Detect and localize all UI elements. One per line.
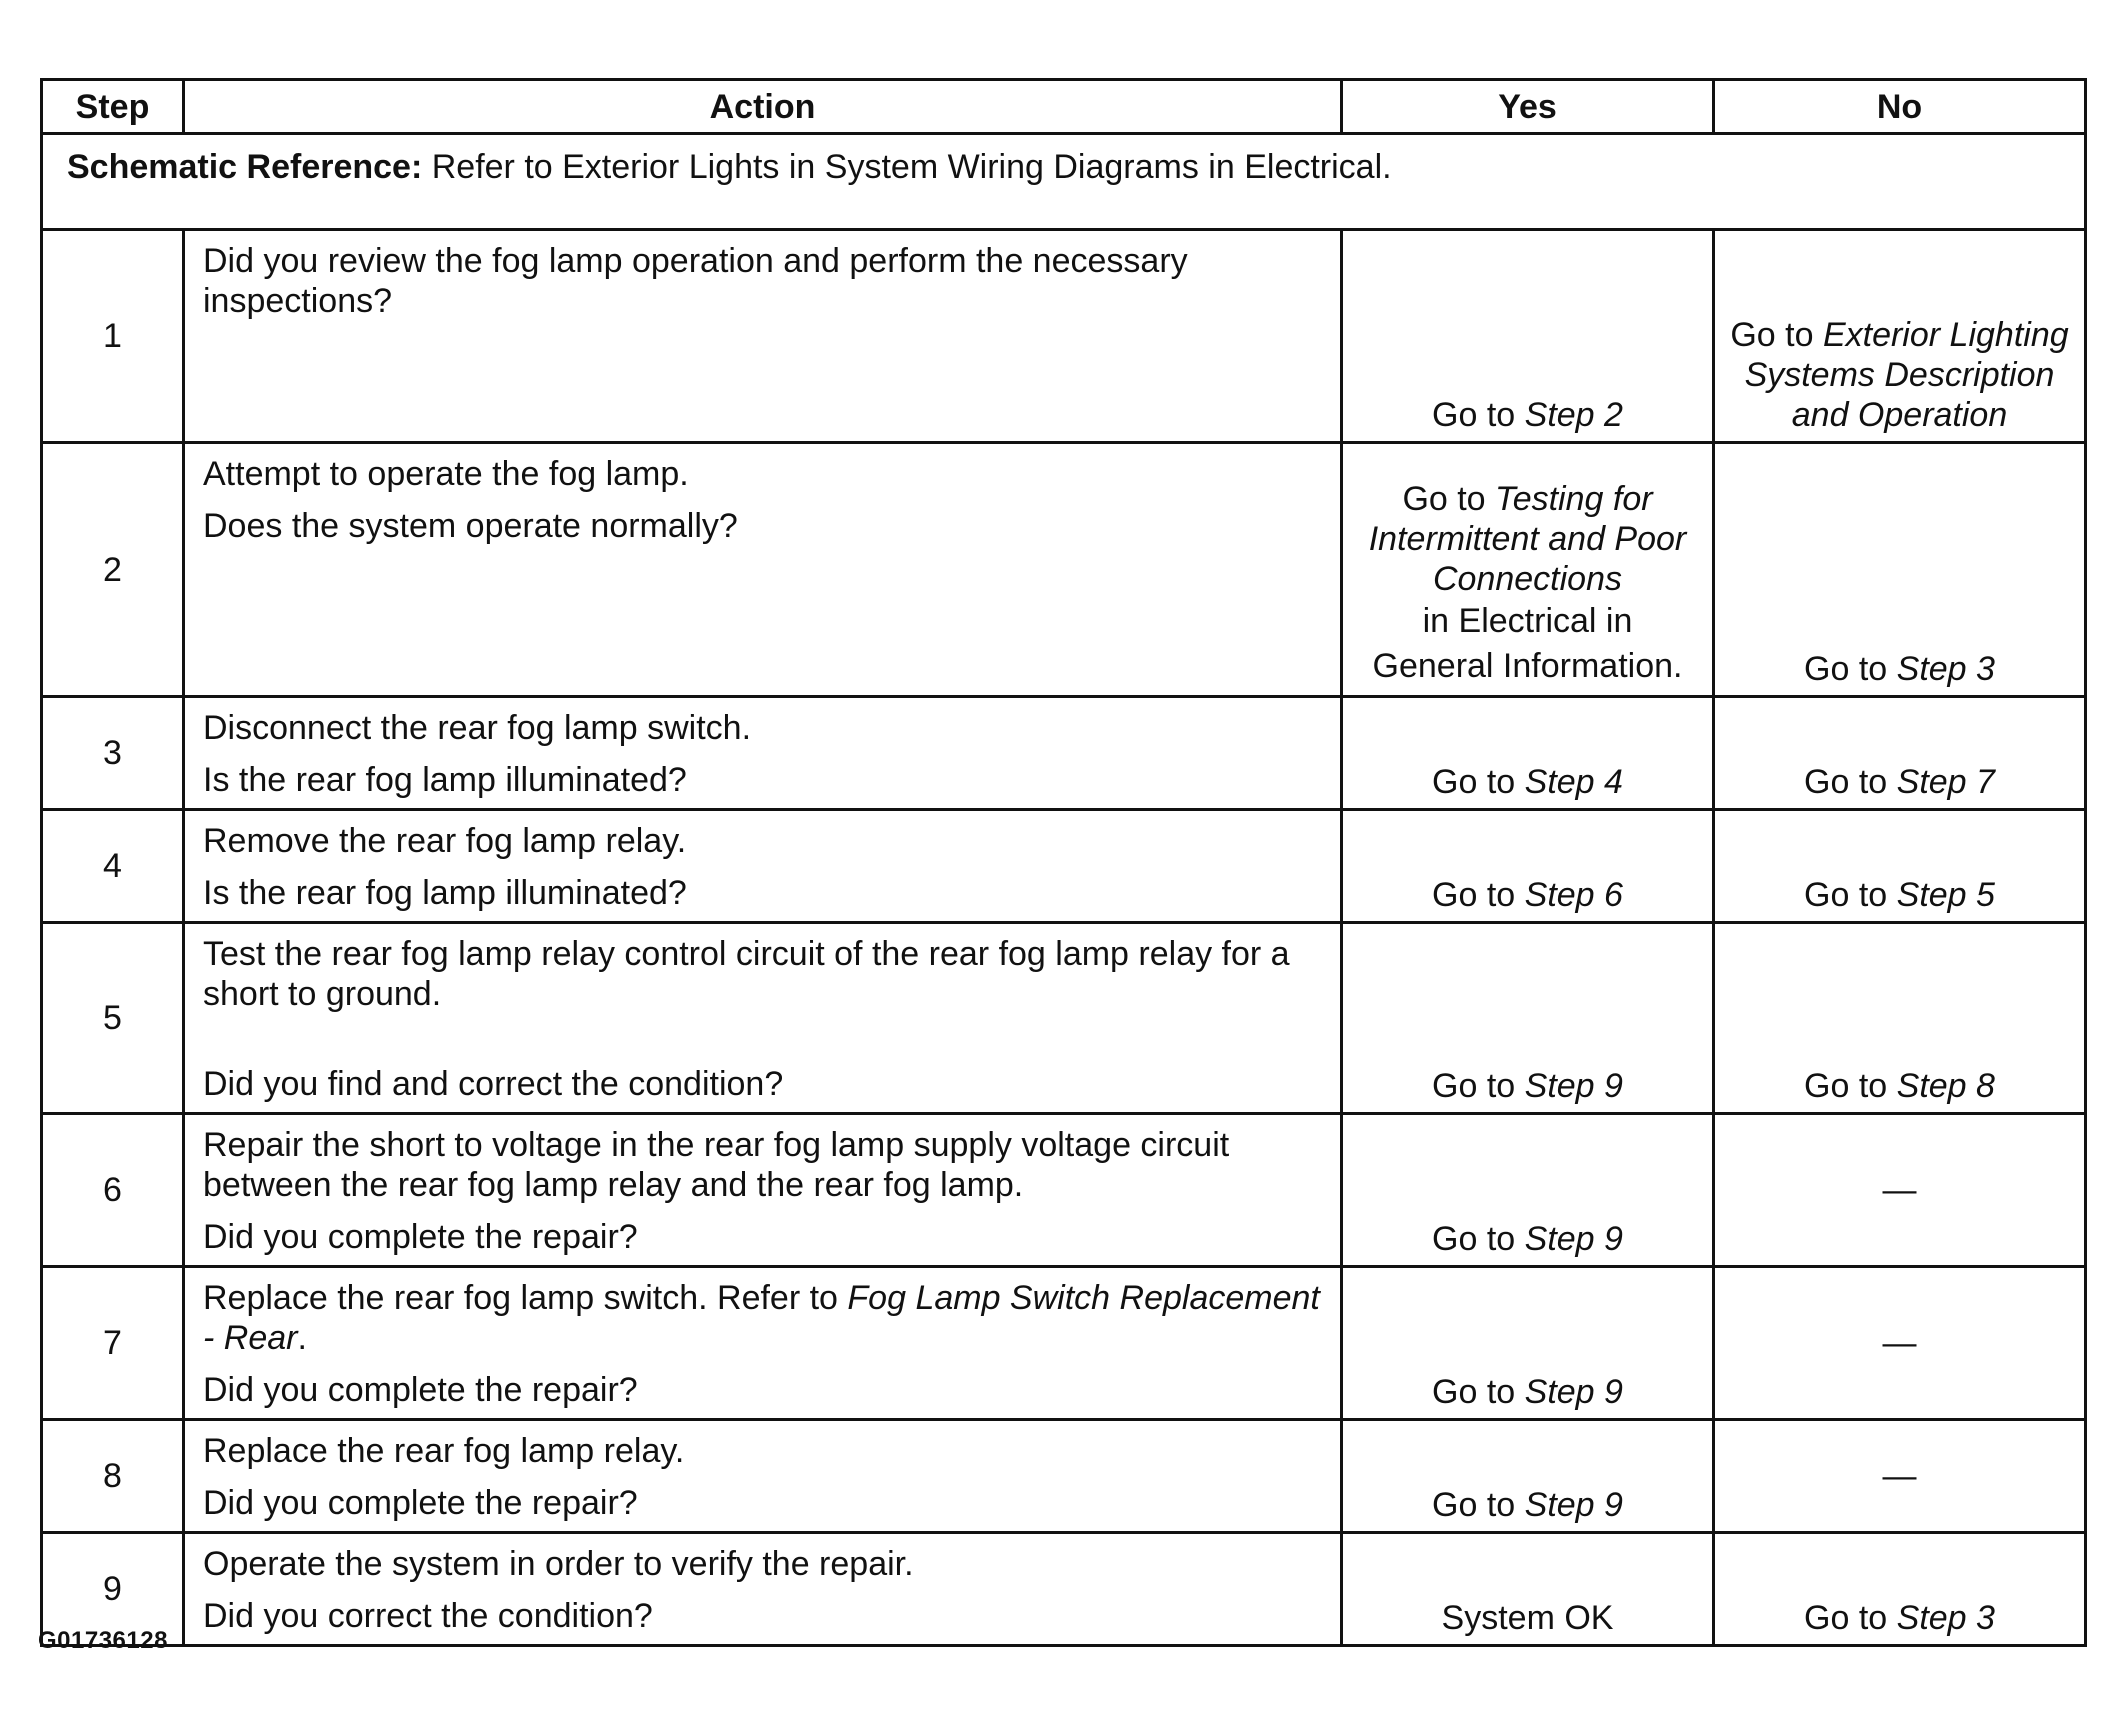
go-to-label: Go to (1432, 1486, 1525, 1524)
action-cell (184, 1267, 1342, 1420)
step-link[interactable]: Step 9 (1524, 1373, 1623, 1411)
header-action: Action (184, 80, 1342, 134)
action-question: Is the rear fog lamp illuminated? (203, 874, 687, 912)
schematic-reference (42, 134, 2086, 230)
reference-suffix: in Electrical in (1422, 602, 1633, 640)
action-text: Remove the rear fog lamp relay. (203, 822, 687, 860)
go-to-label: Go to (1804, 876, 1897, 914)
go-to-label: Go to (1804, 1067, 1897, 1105)
go-to-label: Go to (1432, 876, 1525, 914)
action-question: Did you find and correct the condition? (203, 1065, 784, 1103)
go-to-label: Go to (1432, 763, 1525, 801)
yes-cell (1342, 1420, 1714, 1533)
action-text: Operate the system in order to verify the repair. (203, 1545, 914, 1583)
yes-cell: System OK (1342, 1533, 1714, 1646)
step-number: 3 (42, 697, 184, 810)
go-to-label: Go to (1730, 316, 1823, 354)
step-number: 6 (42, 1114, 184, 1267)
header-step: Step (42, 80, 184, 134)
table-row (42, 697, 2086, 810)
step-link[interactable]: Step 3 (1896, 1599, 1995, 1637)
action-text: Test the rear fog lamp relay control circuit of the rear fog lamp relay for a short to ground. (203, 935, 1290, 1013)
step-link[interactable]: Step 4 (1524, 763, 1623, 801)
action-text: Replace the rear fog lamp relay. (203, 1432, 685, 1470)
action-cell (184, 1420, 1342, 1533)
no-cell (1714, 1533, 2086, 1646)
go-to-label: Go to (1402, 480, 1496, 518)
reference-link[interactable]: Testing for Intermittent and Poor Connections (1368, 480, 1687, 598)
action-question: Did you complete the repair? (203, 1484, 638, 1522)
table-row (42, 1267, 2086, 1420)
action-text (203, 1278, 1322, 1358)
schematic-row (42, 134, 2086, 230)
step-number: 8 (42, 1420, 184, 1533)
step-number: 9 (42, 1533, 184, 1646)
action-question: Did you complete the repair? (203, 1371, 638, 1409)
header-row (42, 80, 2086, 134)
table-row (42, 1420, 2086, 1533)
yes-cell (1342, 443, 1714, 697)
action-cell (184, 923, 1342, 1114)
action-cell (184, 697, 1342, 810)
yes-cell (1342, 1267, 1714, 1420)
reference-suffix: General Information. (1372, 647, 1683, 685)
action-question: Is the rear fog lamp illuminated? (203, 761, 687, 799)
step-number: 2 (42, 443, 184, 697)
action-cell (184, 1114, 1342, 1267)
action-question: Did you complete the repair? (203, 1218, 638, 1256)
step-number: 5 (42, 923, 184, 1114)
go-to-label: Go to (1804, 763, 1897, 801)
no-cell (1714, 697, 2086, 810)
action-suffix: . (297, 1319, 307, 1357)
go-to-label: Go to (1432, 396, 1525, 434)
header-yes: Yes (1342, 80, 1714, 134)
step-link[interactable]: Step 5 (1896, 876, 1995, 914)
step-link[interactable]: Step 8 (1896, 1067, 1995, 1105)
table-row (42, 443, 2086, 697)
action-text: Attempt to operate the fog lamp. (203, 455, 689, 493)
step-number: 7 (42, 1267, 184, 1420)
step-link[interactable]: Step 9 (1524, 1486, 1623, 1524)
step-link[interactable]: Step 9 (1524, 1220, 1623, 1258)
go-to-label: Go to (1432, 1373, 1525, 1411)
step-link[interactable]: Step 6 (1524, 876, 1623, 914)
yes-cell (1342, 230, 1714, 443)
schematic-label: Schematic Reference: (67, 148, 423, 186)
step-link[interactable]: Step 3 (1896, 650, 1995, 688)
no-cell (1714, 923, 2086, 1114)
action-cell (184, 1533, 1342, 1646)
no-cell: — (1714, 1420, 2086, 1533)
no-cell (1714, 443, 2086, 697)
table-row (42, 230, 2086, 443)
action-cell (184, 230, 1342, 443)
go-to-label: Go to (1804, 1599, 1897, 1637)
reference-link[interactable]: Exterior Lighting Systems Description and Operation (1744, 316, 2069, 434)
go-to-label: Go to (1432, 1067, 1525, 1105)
step-link[interactable]: Step 9 (1524, 1067, 1623, 1105)
action-cell (184, 443, 1342, 697)
go-to-label: Go to (1804, 650, 1897, 688)
reference-link[interactable]: Fog Lamp Switch Replacement - Rear (203, 1279, 1320, 1357)
action-prefix: Replace the rear fog lamp switch. Refer to (203, 1279, 848, 1317)
no-cell (1714, 810, 2086, 923)
schematic-text: Refer to Exterior Lights in System Wiring Diagrams in Electrical. (422, 148, 1392, 186)
action-cell (184, 810, 1342, 923)
yes-cell (1342, 697, 1714, 810)
step-number: 1 (42, 230, 184, 443)
action-text: Did you review the fog lamp operation and perform the necessary inspections? (203, 242, 1188, 320)
figure-id: G01736128 (38, 1627, 168, 1654)
step-number: 4 (42, 810, 184, 923)
table-row (42, 810, 2086, 923)
table-row (42, 923, 2086, 1114)
diagnostic-table (40, 78, 2087, 1647)
action-text: Disconnect the rear fog lamp switch. (203, 709, 752, 747)
header-no: No (1714, 80, 2086, 134)
action-text: Repair the short to voltage in the rear fog lamp supply voltage circuit between the rear fog lamp relay and the rear fog lamp. (203, 1126, 1230, 1204)
action-question: Did you correct the condition? (203, 1597, 653, 1635)
yes-cell (1342, 1114, 1714, 1267)
no-cell: — (1714, 1267, 2086, 1420)
no-cell: — (1714, 1114, 2086, 1267)
no-cell (1714, 230, 2086, 443)
step-link[interactable]: Step 2 (1524, 396, 1623, 434)
table-row (42, 1533, 2086, 1646)
yes-cell (1342, 923, 1714, 1114)
yes-cell (1342, 810, 1714, 923)
action-question: Does the system operate normally? (203, 507, 738, 545)
go-to-label: Go to (1432, 1220, 1525, 1258)
table-row (42, 1114, 2086, 1267)
step-link[interactable]: Step 7 (1896, 763, 1995, 801)
